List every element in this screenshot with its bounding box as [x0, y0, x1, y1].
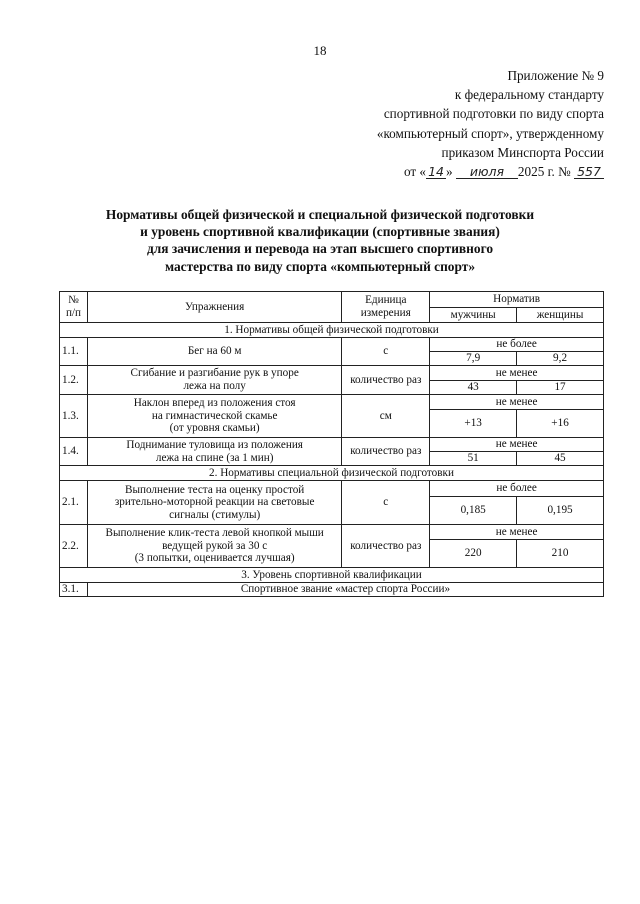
section-row [60, 568, 604, 583]
row-num: 1.1. [60, 338, 88, 366]
table-row [60, 366, 604, 381]
row-men-value: 7,9 [430, 352, 517, 366]
row-women-value: +16 [517, 410, 604, 438]
row-num: 1.4. [60, 438, 88, 466]
row-women-value: 17 [517, 381, 604, 395]
row-women-value: 210 [517, 540, 604, 568]
header-women: женщины [517, 308, 604, 323]
handwritten-day: 14 [426, 166, 446, 179]
table-header-row [60, 292, 604, 308]
date-mid: » [446, 164, 453, 180]
norms-table [59, 291, 604, 597]
row-condition: не менее [430, 395, 604, 410]
title-line: и уровень спортивной квалификации (спортивные звания) [140, 224, 500, 240]
order-date-line [304, 162, 604, 181]
table-row [60, 583, 604, 597]
section-row [60, 323, 604, 338]
section-title: 3. Уровень спортивной квалификации [60, 568, 604, 583]
section-title: 2. Нормативы специальной физической подготовки [60, 466, 604, 481]
row-condition: не менее [430, 366, 604, 381]
row-condition: не менее [430, 438, 604, 452]
appendix-block [304, 66, 604, 181]
year-text: 2025 г. № [517, 164, 571, 180]
row-condition: не более [430, 338, 604, 352]
table-row [60, 395, 604, 410]
row-men-value: +13 [430, 410, 517, 438]
table-row [60, 481, 604, 497]
row-num: 2.2. [60, 525, 88, 568]
row-women-value: 45 [517, 452, 604, 466]
row-exercise: Сгибание и разгибание рук в упоре лежа на полу [87, 366, 341, 395]
row-exercise: Спортивное звание «мастер спорта России» [87, 583, 603, 597]
handwritten-month: июля [456, 166, 518, 179]
title-line: мастерства по виду спорта «компьютерный спорт» [164, 258, 476, 274]
handwritten-number: 557 [574, 166, 604, 179]
row-condition: не менее [430, 525, 604, 540]
row-exercise: Выполнение теста на оценку простой зрительно-моторной реакции на световые сигналы (стимулы) [87, 481, 341, 525]
row-women-value: 0,195 [517, 497, 604, 525]
row-men-value: 0,185 [430, 497, 517, 525]
row-unit: количество раз [342, 438, 430, 466]
row-num: 1.3. [60, 395, 88, 438]
section-row [60, 466, 604, 481]
row-unit: см [342, 395, 430, 438]
row-exercise: Наклон вперед из положения стоя на гимнастической скамье (от уровня скамьи) [87, 395, 341, 438]
appendix-line: к федеральному стандарту [454, 87, 604, 103]
appendix-line: приказом Минспорта России [441, 144, 604, 160]
table-row [60, 338, 604, 352]
row-women-value: 9,2 [517, 352, 604, 366]
page-number: 18 [313, 43, 327, 58]
table-row [60, 525, 604, 540]
title-line: Нормативы общей физической и специальной физической подготовки [105, 207, 535, 222]
date-prefix: от « [403, 164, 427, 180]
row-unit: с [342, 481, 430, 525]
header-num: № п/п [60, 292, 88, 323]
row-men-value: 220 [430, 540, 517, 568]
document-title [60, 206, 580, 275]
header-exercises: Упражнения [87, 292, 341, 323]
appendix-line: Приложение № 9 [507, 68, 604, 83]
header-unit: Единица измерения [342, 292, 430, 323]
section-title: 1. Нормативы общей физической подготовки [60, 323, 604, 338]
appendix-line: «компьютерный спорт», утвержденному [376, 125, 604, 141]
row-exercise: Выполнение клик-теста левой кнопкой мыши ведущей рукой за 30 с (3 попытки, оценивается лучшая) [87, 525, 341, 568]
row-num: 3.1. [60, 583, 88, 597]
row-unit: количество раз [342, 366, 430, 395]
header-norm: Норматив [430, 292, 604, 308]
table-row [60, 438, 604, 452]
row-men-value: 51 [430, 452, 517, 466]
appendix-line: спортивной подготовки по виду спорта [383, 106, 604, 122]
row-men-value: 43 [430, 381, 517, 395]
row-exercise: Поднимание туловища из положения лежа на спине (за 1 мин) [87, 438, 341, 466]
title-line: для зачисления и перевода на этап высшего спортивного [146, 241, 494, 257]
row-condition: не более [430, 481, 604, 497]
row-exercise: Бег на 60 м [87, 338, 341, 366]
row-num: 1.2. [60, 366, 88, 395]
header-men: мужчины [430, 308, 517, 323]
row-unit: количество раз [342, 525, 430, 568]
row-unit: с [342, 338, 430, 366]
row-num: 2.1. [60, 481, 88, 525]
